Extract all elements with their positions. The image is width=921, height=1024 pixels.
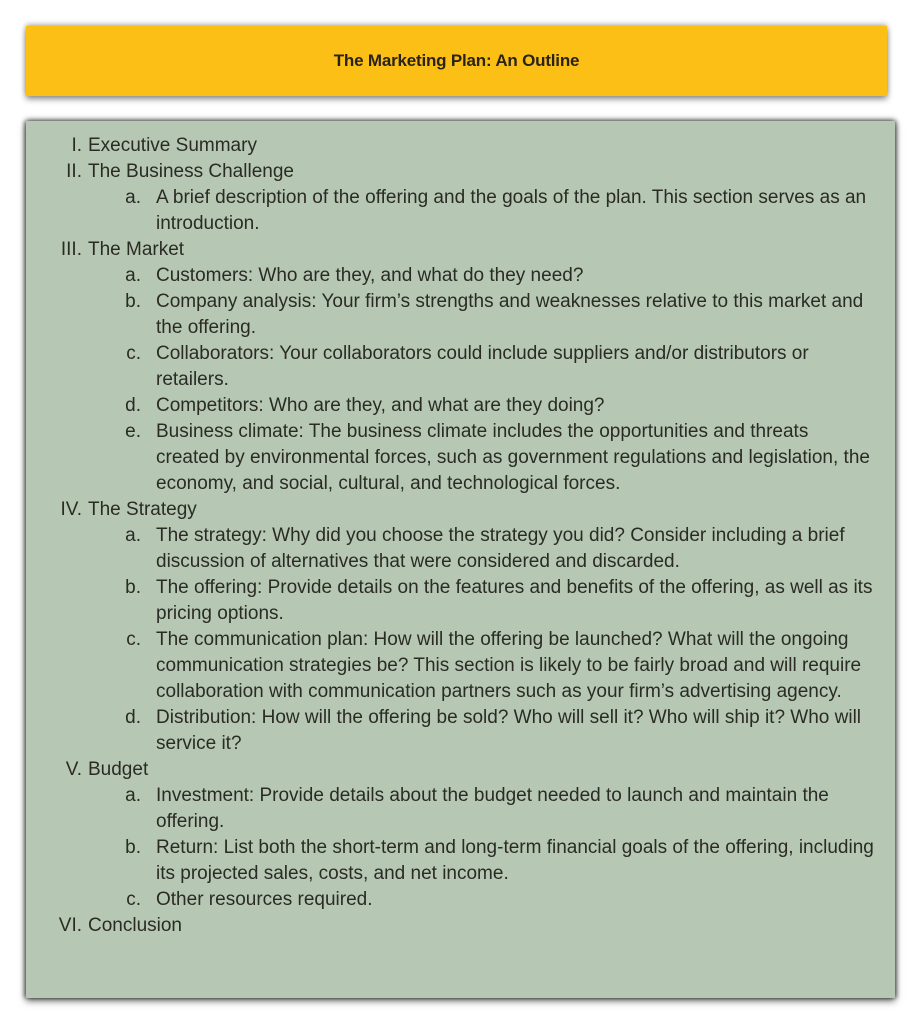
section-the-strategy (26, 497, 895, 757)
item-letter: a. (125, 785, 141, 806)
section-budget (26, 757, 895, 913)
outline-list (26, 133, 895, 939)
section-number: II. (66, 161, 82, 182)
list-item (26, 705, 895, 757)
section-the-market (26, 237, 895, 497)
section-conclusion (26, 913, 895, 939)
item-text: The strategy: Why did you choose the strategy you did? Consider including a brief discussion of alternatives that were considered and discarded. (156, 525, 845, 572)
list-item (26, 341, 895, 393)
list-item (26, 835, 895, 887)
item-text: Customers: Who are they, and what do they need? (156, 265, 584, 286)
list-item (26, 575, 895, 627)
item-letter: c. (126, 889, 141, 910)
list-item (26, 523, 895, 575)
list-item (26, 289, 895, 341)
item-text: Business climate: The business climate includes the opportunities and threats created by environmental forces, such as government regulations and legislation, the economy, and social, cultural, and technological forces. (156, 421, 870, 494)
list-item (26, 263, 895, 289)
item-text: Competitors: Who are they, and what are they doing? (156, 395, 605, 416)
list-item (26, 783, 895, 835)
section-label: The Strategy (88, 499, 197, 520)
list-item (26, 393, 895, 419)
section-number: III. (60, 239, 82, 260)
section-label: The Business Challenge (88, 161, 294, 182)
item-text: Investment: Provide details about the budget needed to launch and maintain the offering. (156, 785, 829, 832)
section-number: VI. (58, 915, 82, 936)
item-letter: a. (125, 265, 141, 286)
item-letter: e. (125, 421, 141, 442)
section-executive-summary (26, 133, 895, 159)
list-item (26, 887, 895, 913)
item-letter: c. (126, 343, 141, 364)
item-text: Distribution: How will the offering be sold? Who will sell it? Who will ship it? Who will service it? (156, 707, 862, 754)
item-letter: d. (125, 395, 141, 416)
item-text: Other resources required. (156, 889, 373, 910)
section-label: Executive Summary (88, 135, 257, 156)
item-letter: c. (126, 629, 141, 650)
section-label: The Market (88, 239, 185, 260)
item-letter: b. (125, 837, 141, 858)
page-title: The Marketing Plan: An Outline (333, 51, 580, 70)
section-business-challenge (26, 159, 895, 237)
outline-panel (26, 121, 895, 998)
section-number: I. (71, 135, 82, 156)
item-text: Collaborators: Your collaborators could include suppliers and/or distributors or retailers. (156, 343, 809, 390)
list-item (26, 185, 895, 237)
item-text: The offering: Provide details on the features and benefits of the offering, as well as its pricing options. (156, 577, 873, 624)
section-number: IV. (60, 499, 82, 520)
item-text: Company analysis: Your firm’s strengths and weaknesses relative to this market and the offering. (156, 291, 864, 338)
item-letter: a. (125, 187, 141, 208)
item-text: The communication plan: How will the offering be launched? What will the ongoing communication strategies be? This section is likely to be fairly broad and will require collaboration with communication partners such as your firm’s advertising agency. (156, 629, 862, 702)
item-letter: a. (125, 525, 141, 546)
list-item (26, 419, 895, 497)
list-item (26, 627, 895, 705)
item-letter: b. (125, 291, 141, 312)
item-text: Return: List both the short-term and long-term financial goals of the offering, including its projected sales, costs, and net income. (156, 837, 874, 884)
item-text: A brief description of the offering and the goals of the plan. This section serves as an introduction. (156, 187, 867, 234)
item-letter: b. (125, 577, 141, 598)
section-label: Budget (88, 759, 149, 780)
section-number: V. (65, 759, 82, 780)
section-label: Conclusion (88, 915, 182, 936)
item-letter: d. (125, 707, 141, 728)
title-banner (26, 26, 887, 96)
